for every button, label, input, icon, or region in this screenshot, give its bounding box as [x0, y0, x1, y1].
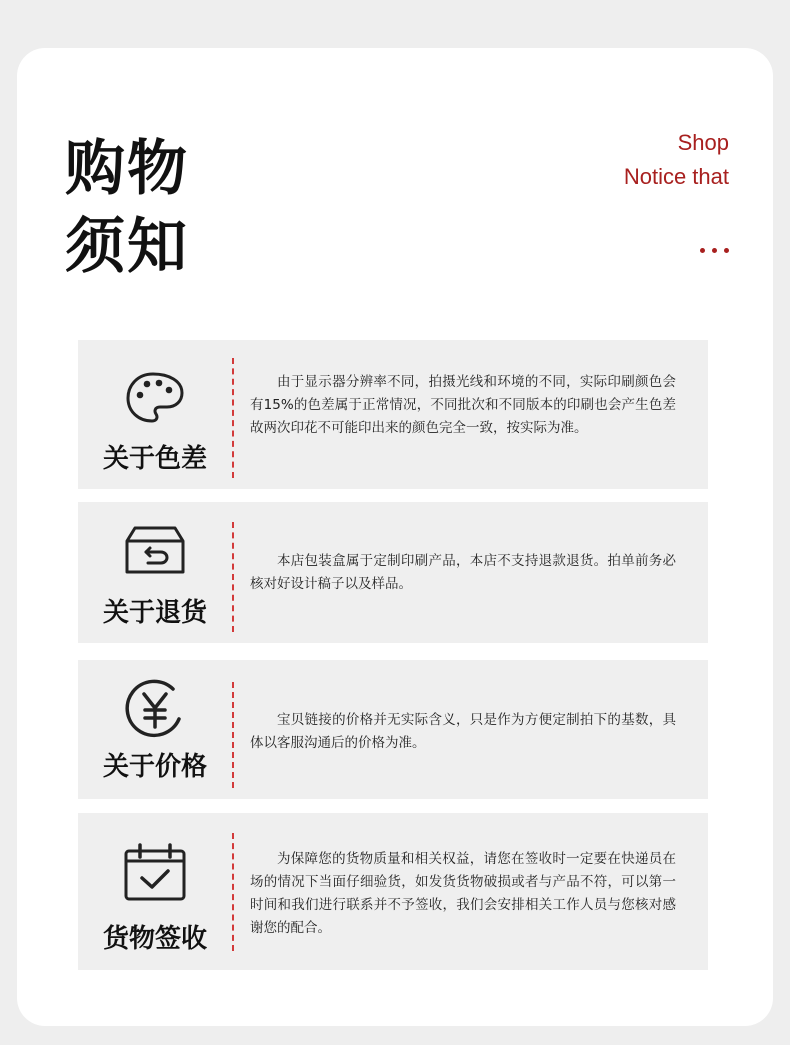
dashed-divider: [232, 833, 234, 951]
section-text: 本店包装盒属于定制印刷产品，本店不支持退款退货。拍单前务必核对好设计稿子以及样品。: [250, 553, 676, 592]
section-delivery-signoff: [78, 813, 708, 970]
english-subtitle-line2: Notice that: [623, 164, 729, 189]
section-text: 为保障您的货物质量和相关权益，请您在签收时一定要在快递员在场的情况下当面仔细验货，如发货货物破损或者与产品不符，可以第一时间和我们进行联系并不予签收，我们会安排相关工作人员与您核对感谢您的配合。: [250, 851, 676, 936]
notice-card: [17, 48, 773, 1026]
palette-icon: [78, 368, 232, 426]
ellipsis-icon: [700, 248, 729, 253]
page-title: [65, 130, 189, 286]
section-title: 关于色差: [102, 444, 207, 474]
section-title: 关于退货: [102, 598, 207, 628]
dashed-divider: [232, 682, 234, 788]
section-title: 关于价格: [102, 752, 207, 782]
dashed-divider: [232, 358, 234, 478]
section-color-difference: [78, 340, 708, 489]
section-text: 由于显示器分辨率不同，拍摄光线和环境的不同，实际印刷颜色会有15%的色差属于正常情况，不同批次和不同版本的印刷也会产生色差故两次印花不可能印出来的颜色完全一致，按实际为准。: [250, 374, 676, 436]
section-price: [78, 660, 708, 799]
return-box-icon: [78, 522, 232, 578]
yuan-icon: [78, 677, 232, 741]
section-returns: [78, 502, 708, 643]
section-text: 宝贝链接的价格并无实际含义，只是作为方便定制拍下的基数，具体以客服沟通后的价格为准。: [250, 712, 676, 751]
page-title-line1: 购物: [65, 134, 189, 204]
page-title-line2: 须知: [65, 212, 189, 282]
english-subtitle-line1: Shop: [677, 130, 729, 155]
calendar-check-icon: [78, 841, 232, 903]
english-subtitle: [624, 126, 729, 194]
dashed-divider: [232, 522, 234, 632]
section-title: 货物签收: [102, 924, 207, 954]
